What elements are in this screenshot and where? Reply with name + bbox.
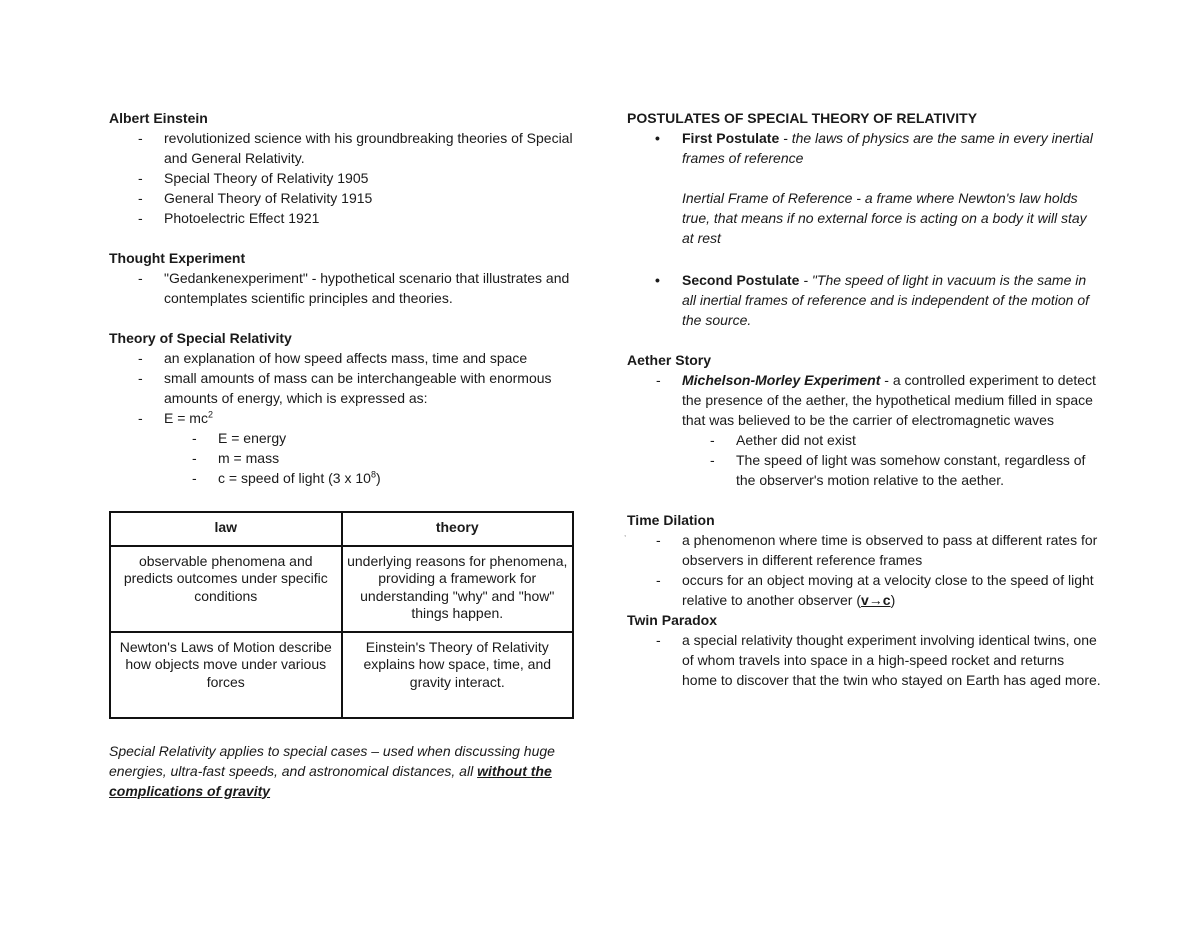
left-column (109, 108, 579, 815)
table-row (110, 546, 573, 632)
einstein-list (109, 128, 579, 228)
formula-variables-list (109, 428, 579, 488)
second-postulate: • Second Postulate - "The speed of light in vacuum is the same in all inertial frames of reference and is independent of the motion of the source. (627, 270, 1102, 330)
table-cell: Einstein's Theory of Relativity explains how space, time, and gravity interact. (342, 632, 574, 718)
list-item: - c = speed of light (3 x $10^8$) (109, 468, 579, 488)
list-item: - Aether did not exist (627, 430, 1102, 450)
second-postulate-label: Second Postulate (682, 272, 800, 288)
v-to-c: v→c (860, 592, 891, 608)
list-item: - E = energy (109, 428, 579, 448)
list-item: - "Gedankenexperiment" - hypothetical scenario that illustrates and contemplates scientific principles and theories. (109, 268, 579, 308)
stray-mark: , (624, 529, 627, 538)
list-item: - occurs for an object moving at a velocity close to the speed of light relative to another observer (v→c) (627, 570, 1102, 610)
thought-experiment-heading: Thought Experiment (109, 250, 246, 266)
law-theory-table (109, 511, 574, 719)
table-header-theory: theory (342, 512, 574, 546)
right-column (627, 108, 1102, 690)
formula: E = mc (164, 410, 208, 426)
second-postulate-text: "The speed of light in vacuum is the same in all inertial frames of reference and is independent of the motion of the source. (682, 272, 1090, 328)
list-item: - an explanation of how speed affects mass, time and space (109, 348, 579, 368)
special-relativity-list (109, 348, 579, 428)
aether-list (627, 370, 1102, 430)
closing-note: Special Relativity applies to special cases – used when discussing huge energies, ultra-fast speeds, and astronomical distances, all without the complications of gravity (109, 742, 555, 799)
table-cell: underlying reasons for phenomena, providing a framework for understanding "why" and "how" things happen. (342, 546, 574, 632)
list-item: - Photoelectric Effect 1921 (109, 208, 579, 228)
einstein-heading: Albert Einstein (109, 110, 208, 126)
formula-item (109, 408, 579, 428)
list-item: - The speed of light was somehow constant, regardless of the observer's motion relative to the aether. (627, 450, 1102, 490)
closing-emphasis: without the complications of gravity (109, 762, 552, 799)
list-item: - revolutionized science with his groundbreaking theories of Special and General Relativity. (109, 128, 579, 168)
thought-experiment-list (109, 268, 579, 308)
special-relativity-heading: Theory of Special Relativity (109, 330, 292, 346)
michelson-morley-label: Michelson-Morley Experiment (682, 372, 881, 388)
list-item: - Special Theory of Relativity 1905 (109, 168, 579, 188)
table-header-row (110, 512, 573, 546)
first-postulate-label: First Postulate (682, 130, 780, 146)
table-header-law: law (110, 512, 342, 546)
table-cell: observable phenomena and predicts outcomes under specific conditions (110, 546, 342, 632)
list-item: - a phenomenon where time is observed to pass at different rates for observers in different reference frames (627, 530, 1102, 570)
list-item: - small amounts of mass can be interchangeable with enormous amounts of energy, which is expressed as: (109, 368, 579, 408)
postulates-list (627, 128, 1102, 330)
time-dilation-heading: Time Dilation (627, 512, 715, 528)
formula-exponent: 2 (207, 409, 213, 420)
first-postulate: • First Postulate - the laws of physics are the same in every inertial frames of reference Inertial Frame of Reference - a frame where Newton's law holds true, that means if no external force is acting on a body it will stay at rest (627, 128, 1102, 270)
time-dilation-list (627, 530, 1102, 610)
postulates-heading: POSTULATES OF SPECIAL THEORY OF RELATIVITY (627, 110, 978, 126)
list-item: - General Theory of Relativity 1915 (109, 188, 579, 208)
table-row (110, 632, 573, 718)
twin-paradox-list (627, 630, 1102, 690)
list-item: - m = mass (109, 448, 579, 468)
aether-heading: Aether Story (627, 352, 712, 368)
list-item: - a special relativity thought experiment involving identical twins, one of whom travels into space in a high-speed rocket and returns home to discover that the twin who stayed on Earth has aged more. (627, 630, 1102, 690)
table-cell: Newton's Laws of Motion describe how objects move under various forces (110, 632, 342, 718)
inertial-frame-note: Inertial Frame of Reference - a frame where Newton's law holds true, that means if no external force is acting on a body it will stay at rest (682, 190, 1087, 246)
twin-paradox-heading: Twin Paradox (627, 612, 717, 628)
list-item: - Michelson-Morley Experiment - a controlled experiment to detect the presence of the aether, the hypothetical medium filled in space that was believed to be the carrier of electromagnetic waves (627, 370, 1102, 430)
aether-sub-list (627, 430, 1102, 490)
first-postulate-text: the laws of physics are the same in every inertial frames of reference (682, 130, 1093, 166)
